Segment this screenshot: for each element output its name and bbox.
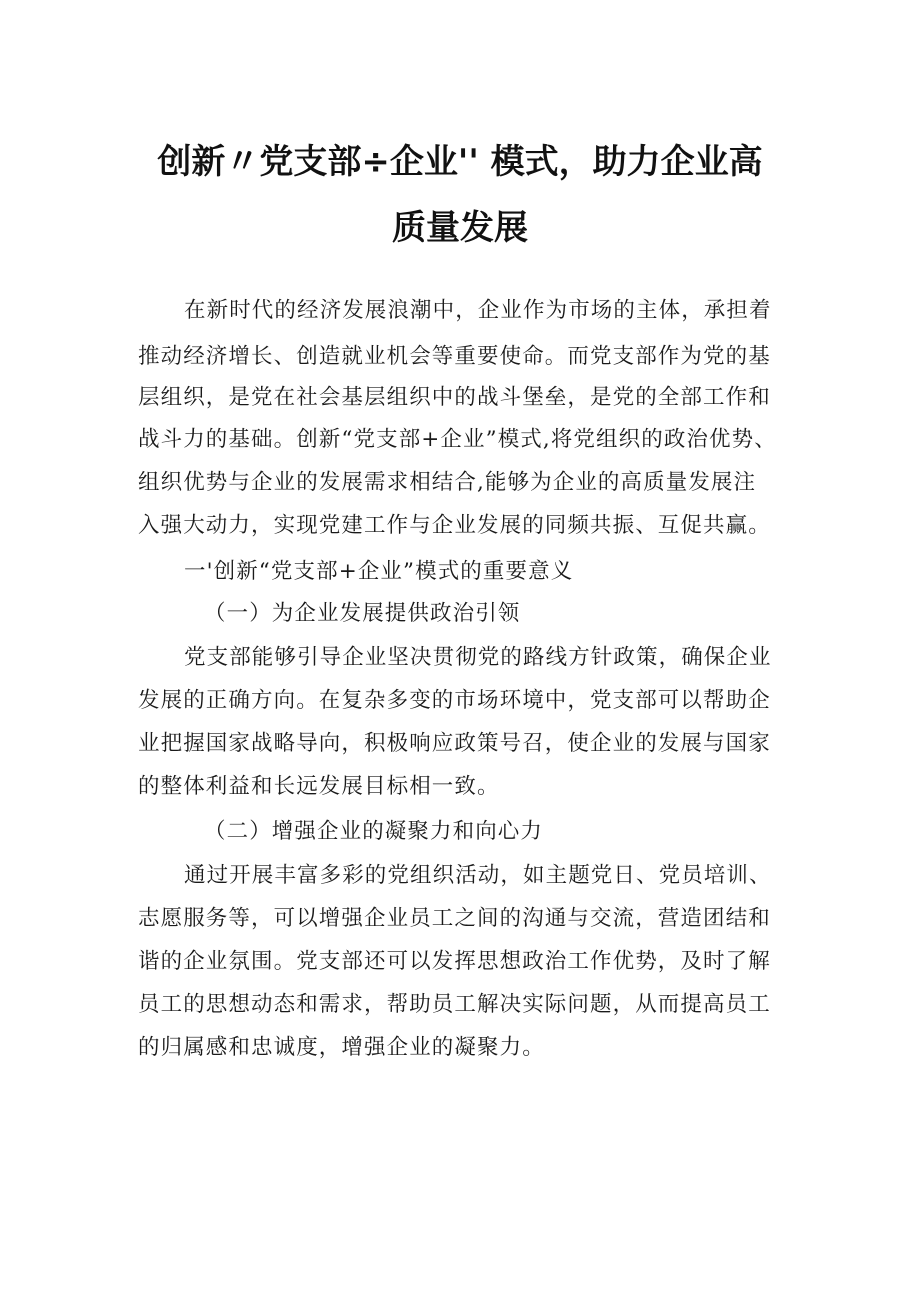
intro-paragraph-line: 推动经济增长、创造就业机会等重要使命。而党支部作为党的基 [138,344,771,369]
subsection-1-line: 业把握国家战略导向，积极响应政策号召，使企业的发展与国家 [138,731,771,756]
intro-paragraph-line: 战斗力的基础。创新“党支部+企业”模式,将党组织的政治优势、 [138,427,777,452]
document-title-line-2: 质量发展 [392,208,528,248]
intro-paragraph-line: 组织优势与企业的发展需求相结合,能够为企业的高质量发展注 [138,470,757,495]
subsection-2-line: 志愿服务等，可以增强企业员工之间的沟通与交流，营造团结和 [138,906,771,931]
subsection-2-line: 谐的企业氛围。党支部还可以发挥思想政治工作优势，及时了解 [138,949,771,974]
intro-paragraph-line: 入强大动力，实现党建工作与企业发展的同频共振、互促共赢。 [138,513,771,538]
intro-paragraph-line: 层组织，是党在社会基层组织中的战斗堡垒，是党的全部工作和 [138,385,771,410]
document-title-line-1: 创新〃党支部÷企业'' 模式，助力企业高 [157,142,763,182]
subsection-2-line: 通过开展丰富多彩的党组织活动，如主题党日、党员培训、 [184,863,772,888]
subsection-1-line: 的整体利益和长远发展目标相一致。 [138,774,500,799]
section-1-heading: 一'创新“党支部+企业”模式的重要意义 [184,559,574,584]
subsection-2-heading: （二）增强企业的凝聚力和向心力 [204,819,544,844]
subsection-2-line: 员工的思想动态和需求，帮助员工解决实际问题，从而提高员工 [138,992,771,1017]
subsection-1-line: 党支部能够引导企业坚决贯彻党的路线方针政策，确保企业 [184,645,772,670]
subsection-1-line: 发展的正确方向。在复杂多变的市场环境中，党支部可以帮助企 [138,688,771,713]
subsection-2-line: 的归属感和忠诚度，增强企业的凝聚力。 [138,1035,545,1060]
intro-paragraph-line: 在新时代的经济发展浪潮中，企业作为市场的主体，承担着 [184,298,772,323]
subsection-1-heading: （一）为企业发展提供政治引领 [204,601,521,626]
